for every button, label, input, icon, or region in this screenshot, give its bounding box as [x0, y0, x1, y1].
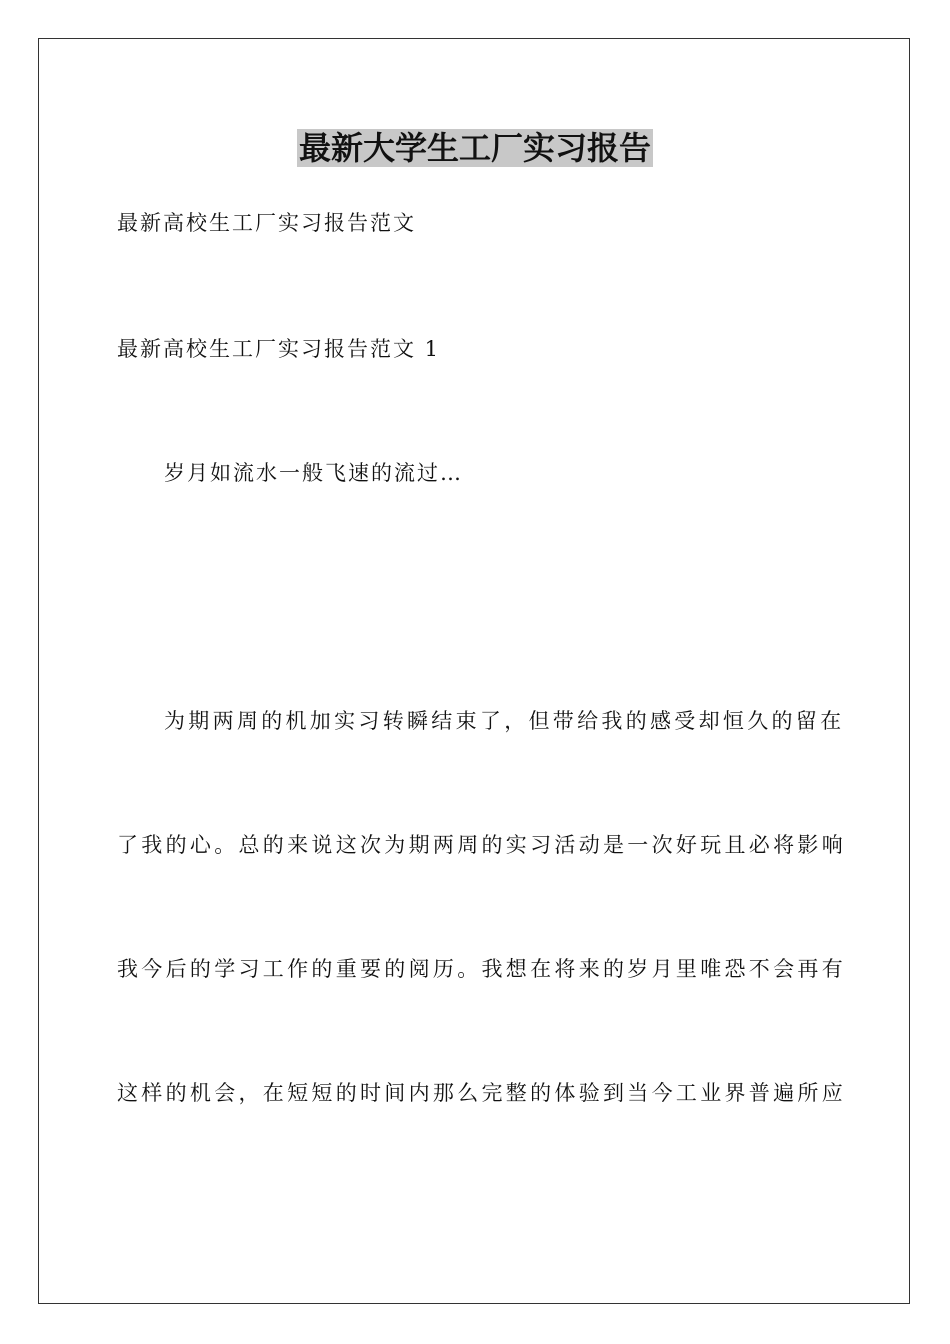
paragraph-line-4: 这样的机会，在短短的时间内那么完整的体验到当今工业界普遍所应 — [117, 1081, 846, 1105]
paragraph-line-2: 了我的心。总的来说这次为期两周的实习活动是一次好玩且必将影响 — [117, 833, 846, 857]
paragraph-line-3: 我今后的学习工作的重要的阅历。我想在将来的岁月里唯恐不会再有 — [117, 957, 846, 981]
document-title — [0, 126, 950, 170]
document-subtitle: 最新高校生工厂实习报告范文 — [117, 211, 416, 235]
intro-line: 岁月如流水一般飞速的流过… — [164, 461, 463, 485]
document-title-text: 最新大学生工厂实习报告 — [298, 129, 651, 167]
paragraph-line-1: 为期两周的机加实习转瞬结束了，但带给我的感受却恒久的留在 — [164, 709, 845, 733]
section-heading: 最新高校生工厂实习报告范文 1 — [117, 337, 441, 361]
